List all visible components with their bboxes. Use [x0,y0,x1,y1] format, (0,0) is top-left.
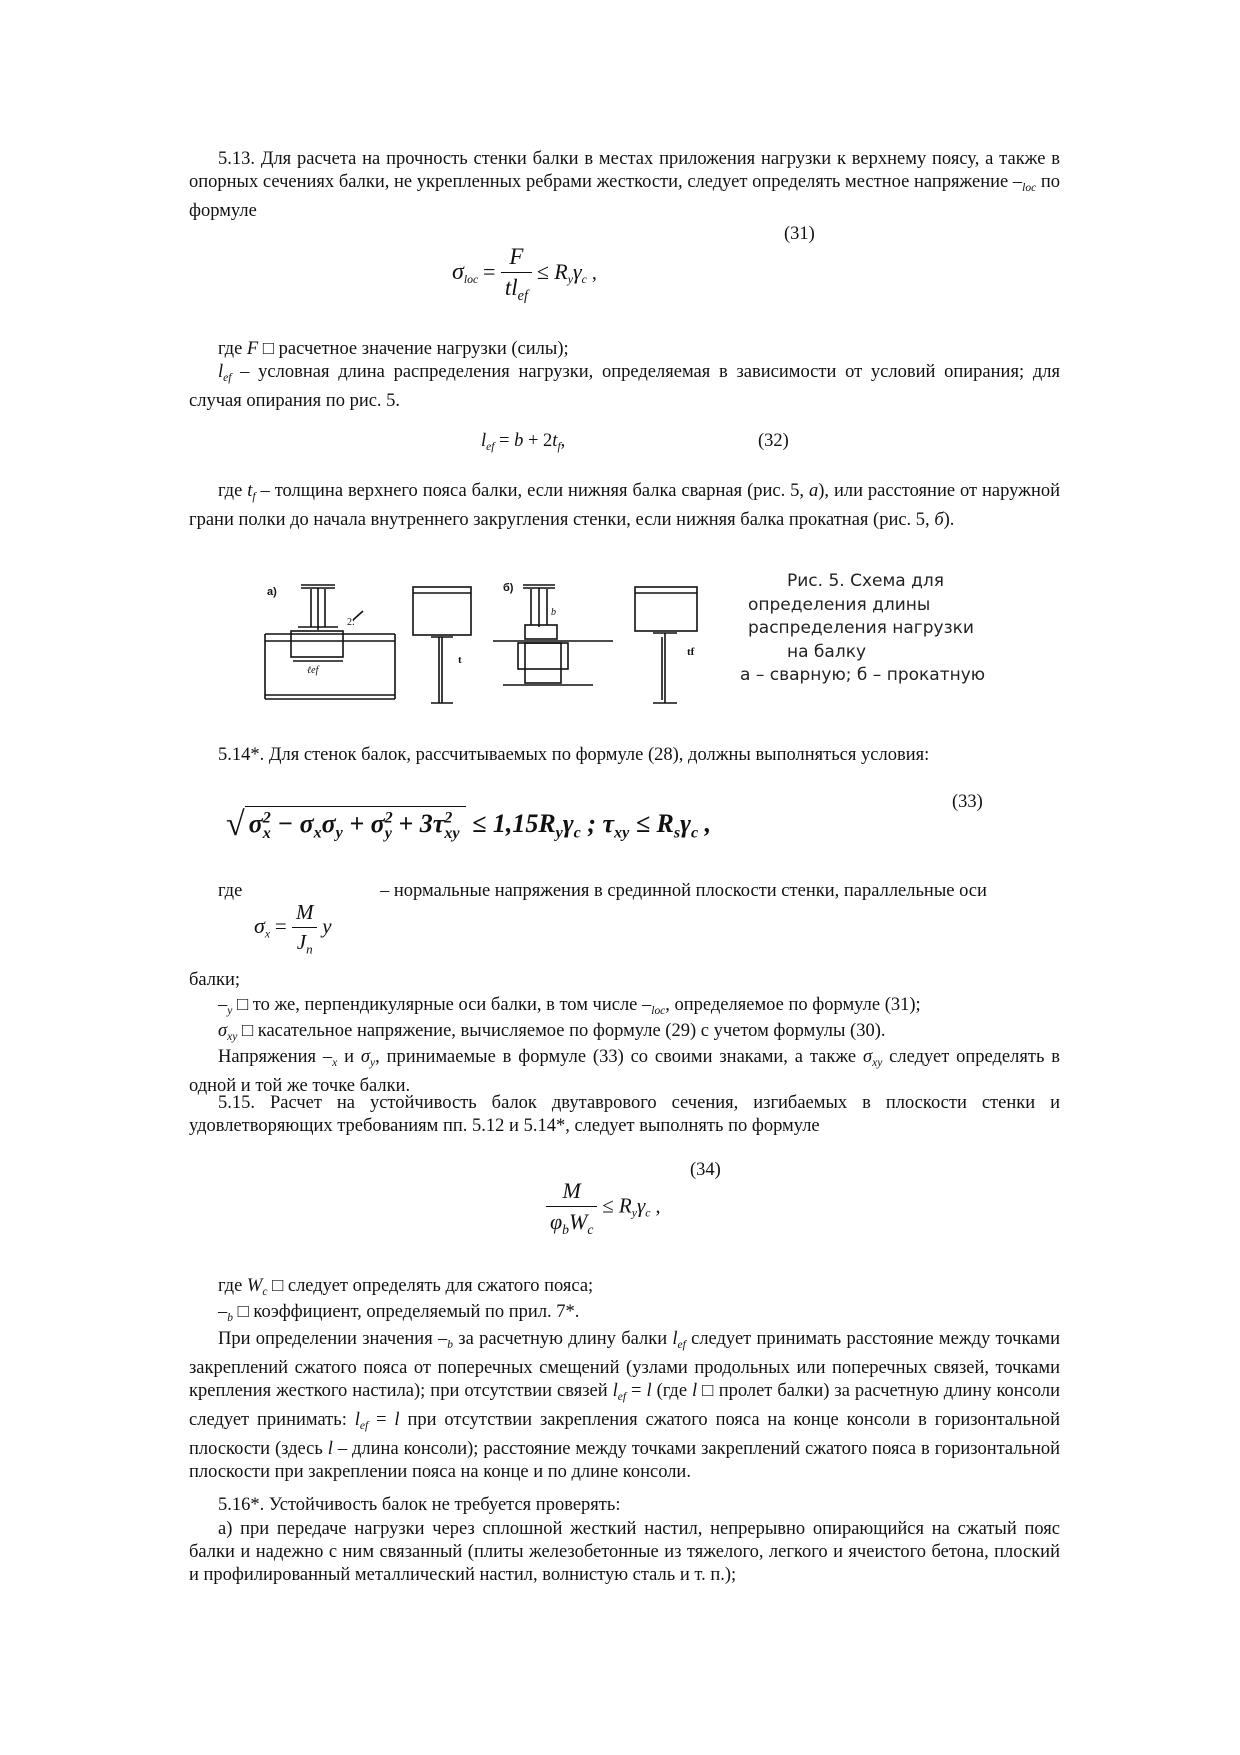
subscript: c [581,272,587,286]
caption-line: а – сварную; б – прокатную [740,665,986,685]
paragraph-5-13 [189,148,1060,223]
paragraph-where-sigma-xy: $\sigma_{xy}$ □ касательное напряжение, вычисляемое по формуле (29) с учетом формулы (30). [218,1021,886,1043]
subscript: f [252,491,256,503]
paragraph-where-wc: где $W_c$ □ следует определять для сжатого пояса; [218,1276,594,1298]
dim-b: b [551,607,556,618]
text: где [218,481,248,501]
rhs: ≤ R [536,258,568,284]
paragraph-where-F [189,338,1060,361]
text: б [934,510,944,530]
text: где [218,339,247,359]
gamma-symbol: γ [572,258,582,284]
equation-33: √ $\sigma^2_x - \sigma_x\sigma_y + \sigma^2_y + 3\tau^2_{xy} \le 1,15R_y\gamma_c$ ; $\tau_{xy} \le R_s\gamma_c$ , [226,806,712,843]
sigma-symbol: σ [452,258,464,285]
dim-tf: tf [687,646,695,658]
text: 5.14*. Для стенок балок, рассчитываемых по формуле (28), должны выполняться условия: [218,745,930,765]
paragraph-balki [189,969,1060,992]
where-label: где [218,881,243,901]
numerator: F [509,244,524,269]
subscript: ef [517,287,528,304]
dim-t: t [458,654,462,666]
symbol: b [514,431,524,451]
paragraph-where-sigma-y: $-_y$ □ то же, перпендикулярные оси балки, в том числе $-_{loc}$, определяемое по формуле (31); [218,995,921,1017]
paragraph-phib-length: При определении значения $-_b$ за расчетную длину балки $l_{ef}$ следует принимать расстояние между точками закреплений сжатого пояса от поперечных смещений (узлами продольных или поперечных связей, точками крепления жесткого настила); при отсутствии связей $l_{ef} = l$ (где l □ пролет балки) за расчетную длину консоли следует принимать: $l_{ef} = l$ при отсутствии закрепления сжатого пояса на конце консоли в горизонтальной плоскости (здесь l – длина консоли); расстояние между точками закреплений сжатого пояса в горизонтальной плоскости при закреплении пояса на конце и по длине консоли. [189,1329,1061,1482]
paragraph-5-16 [189,1494,1060,1517]
paragraph-5-14 [189,744,1060,767]
equation-32 [481,431,565,453]
radical-sign: √ [226,806,245,843]
text: – условная длина распределения нагрузки, определяемая в зависимости от условий опирания; для случая опирания по рис. 5. [189,362,1060,411]
text: а) при передаче нагрузки через сплошной жесткий настил, непрерывно опирающийся на сжатый пояс балки и надежно с ним связанный (плиты железобетонные из тяжелого, легкого и ячеистого бетона, плоский и профилированный металлический настил, волнистую сталь и т. п.); [189,1519,1060,1585]
text: , [560,431,566,451]
subscript: ef [223,372,232,384]
caption-line: Рис. 5. Схема для [787,571,944,591]
symbol: t [247,481,253,501]
figure-5-caption [740,570,1020,688]
sigma-x-description: – нормальные напряжения в срединной плоскости стенки, параллельные оси [380,881,987,901]
fraction [501,244,532,305]
denominator: tl [504,275,518,300]
paragraph-item-a [189,1518,1060,1587]
figure-5-diagram [263,575,713,710]
tail: , [586,261,597,284]
symbol: F [246,339,259,359]
paragraph-where-phib: $-_b$ □ коэффициент, определяемый по прил. 7*. [218,1302,580,1324]
paragraph-stresses: Напряжения $-_x$ и $\sigma_y$, принимаемые в формуле (33) со своими знаками, а также $\sigma_{xy}$ следует определять в одной и той же точке балки. [189,1047,1060,1096]
symbol: l [218,362,224,382]
subscript: loc [463,272,479,286]
text: ). [943,510,955,530]
dim-lef: ℓef [307,665,319,676]
equation-number-31: (31) [784,224,815,244]
equation-sigma-x: $\sigma_x$ = $\frac{M}{J_n}$ y [254,900,332,957]
text: □ расчетное значение нагрузки (силы); [258,339,569,359]
symbol: l [481,431,487,451]
subscript: y [567,272,573,286]
symbol: t [552,431,558,451]
text: ), или расстояние от наружной грани полки до начала внутреннего закругления стенки, если нижняя балка прокатная (рис. 5, [189,481,1060,530]
radicand: $\sigma^2_x - \sigma_x\sigma_y + \sigma^2_y + 3\tau^2_{xy}$ [245,806,466,843]
text: 5.15. Расчет на устойчивость балок двутаврового сечения, изгибаемых в плоскости стенки и удовлетворяющих требованиям пп. 5.12 и 5.14*, следует выполнять по формуле [189,1093,1060,1136]
paragraph-5-15 [189,1092,1060,1138]
text: по формуле [189,172,1061,221]
text: а [808,481,819,501]
svg-text:2:: 2: [347,617,355,628]
paragraph-where-lef [189,361,1060,413]
equation-number-32: (32) [758,431,789,451]
label-a: а) [267,586,277,598]
text: 5.13. Для расчета на прочность стенки балки в местах приложения нагрузки к верхнему поясу, а также в опорных сечениях балки, не укрепленных ребрами жесткости, следует определять местное напряжение [189,149,1060,192]
subscript: ef [486,441,495,453]
equation-34: $\frac{M}{\varphi_bW_c}$ ≤ $R_y\gamma_c$ , [546,1178,660,1238]
equation-31: $\sigma_{loc}$ = $\frac{F}{tl_{ef}}$ ≤ $R_y\gamma_c$ , [452,244,597,304]
text: + 2 [523,431,553,451]
text: = [494,431,515,451]
equation-number-34: (34) [690,1160,721,1180]
subscript: loc [1022,182,1037,194]
equation-number-33: (33) [952,792,983,812]
caption-line: на балку [787,641,867,662]
caption-line: определения длины [748,594,931,615]
paragraph-where-tf [189,480,1060,532]
symbol: – [1012,172,1023,192]
subscript: f [557,441,561,453]
label-b: б) [503,582,514,594]
text: балки; [189,970,241,990]
caption-line: распределения нагрузки [748,618,974,638]
text: – толщина верхнего пояса балки, если нижняя балка сварная (рис. 5, [255,481,809,501]
text: ≤ 1,15R [472,809,556,838]
text: 5.16*. Устойчивость балок не требуется проверять: [218,1495,621,1515]
